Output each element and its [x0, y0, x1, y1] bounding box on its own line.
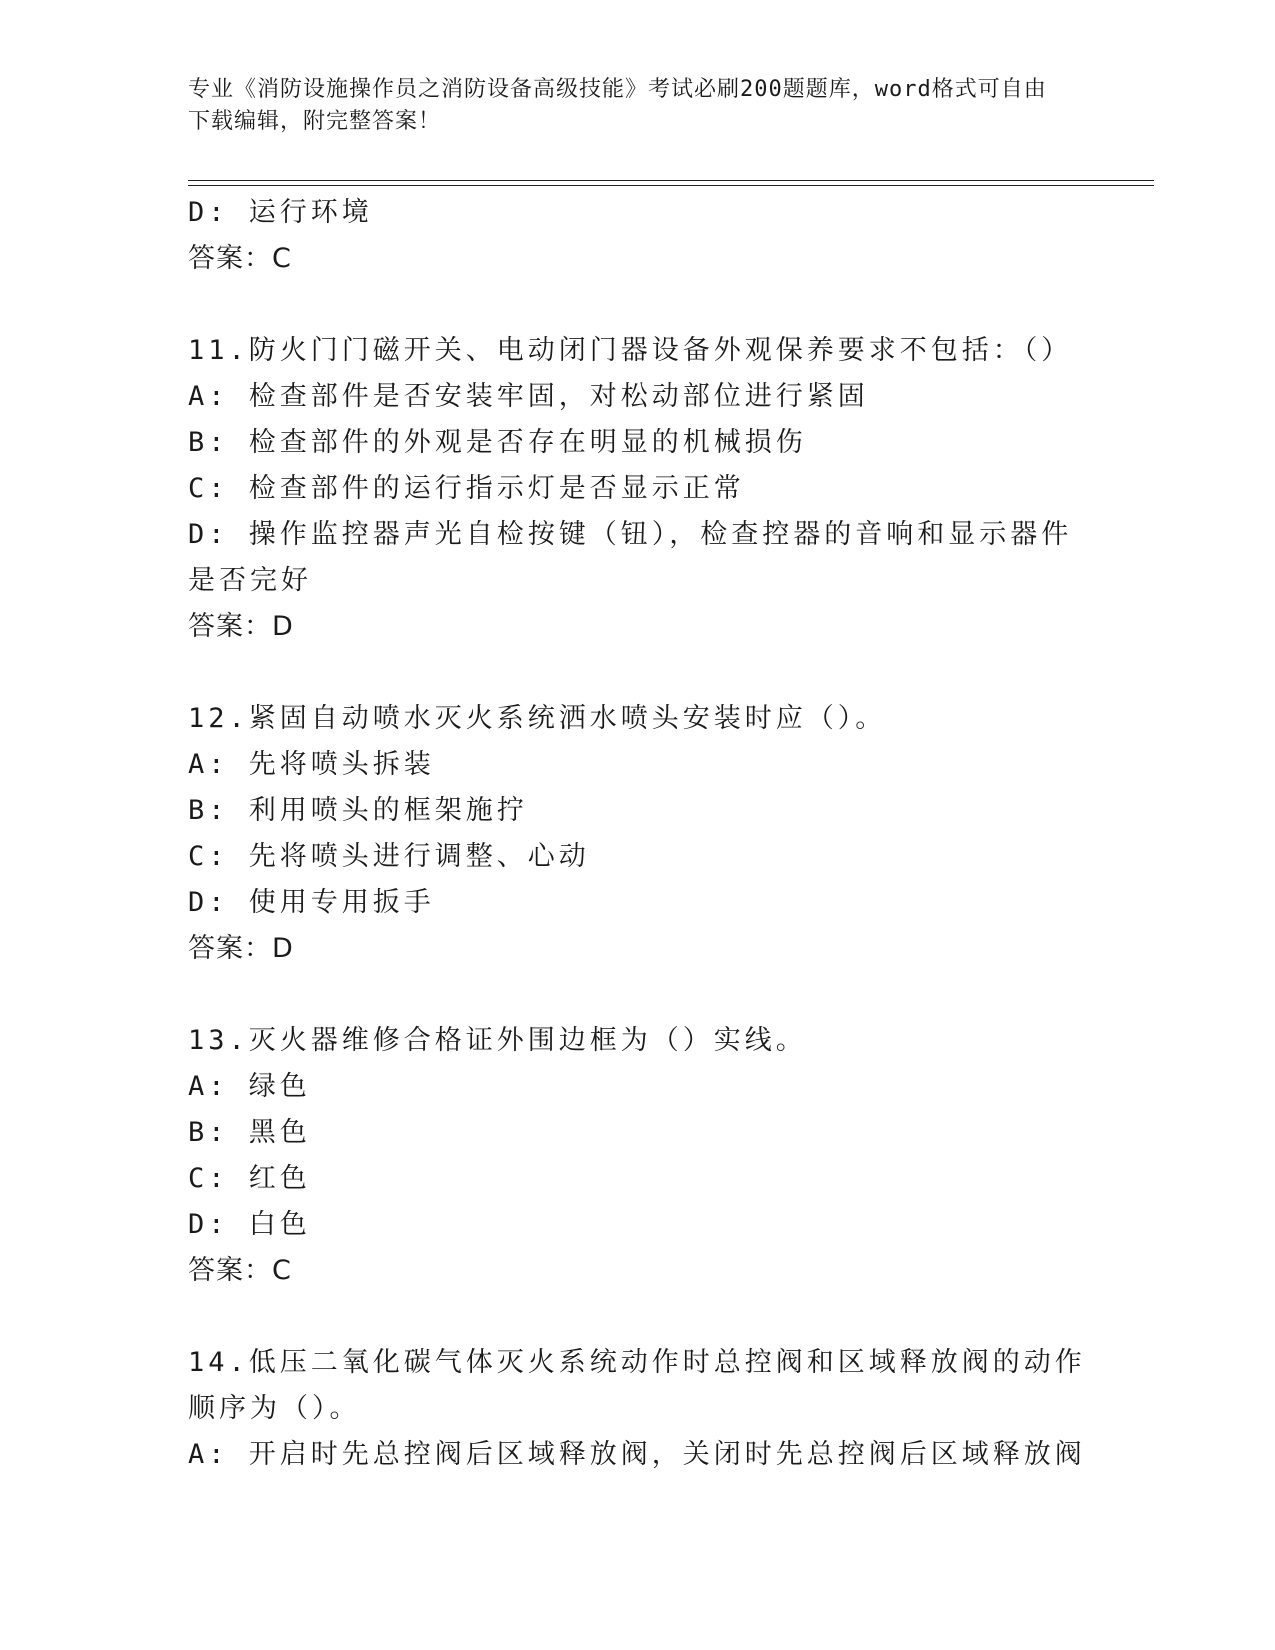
option-d: D: 白色 [188, 1209, 311, 1240]
answer-line: 答案：D [188, 611, 294, 642]
option-c: C: 先将喷头进行调整、心动 [188, 841, 590, 872]
question-content [188, 190, 1088, 1478]
answer-line: 答案：C [188, 243, 292, 274]
page-header: 专业《消防设施操作员之消防设备高级技能》考试必刷200题题库，word格式可自由下载编辑，附完整答案！ [188, 77, 1047, 134]
question-14 [188, 1340, 1088, 1478]
option-a: A: 绿色 [188, 1071, 311, 1102]
question-stem: 14.低压二氧化碳气体灭火系统动作时总控阀和区域释放阀的动作顺序为（）。 [188, 1347, 1086, 1424]
question-11 [188, 328, 1088, 650]
question-stem: 13.灭火器维修合格证外围边框为（）实线。 [188, 1025, 807, 1056]
option-d: D: 使用专用扳手 [188, 887, 435, 918]
answer-line: 答案：C [188, 1255, 292, 1286]
option-b: B: 利用喷头的框架施拧 [188, 795, 528, 826]
spacer [188, 1294, 1088, 1340]
spacer [188, 650, 1088, 696]
option-a: A: 检查部件是否安装牢固，对松动部位进行紧固 [188, 381, 869, 412]
option-b: B: 黑色 [188, 1117, 311, 1148]
option-c: C: 红色 [188, 1163, 311, 1194]
header-divider-top [188, 180, 1154, 181]
option-a: A: 开启时先总控阀后区域释放阀，关闭时先总控阀后区域释放阀 [188, 1439, 1086, 1470]
question-stem: 11.防火门门磁开关、电动闭门器设备外观保养要求不包括：（） [188, 335, 1073, 366]
question-12 [188, 696, 1088, 972]
option-b: B: 检查部件的外观是否存在明显的机械损伤 [188, 427, 807, 458]
answer-line: 答案：D [188, 933, 294, 964]
question-stem: 12.紧固自动喷水灭火系统洒水喷头安装时应（）。 [188, 703, 887, 734]
header-divider-bottom [188, 185, 1154, 186]
spacer [188, 282, 1088, 328]
option-c: C: 检查部件的运行指示灯是否显示正常 [188, 473, 745, 504]
question-13 [188, 1018, 1088, 1294]
option-d: D: 运行环境 [188, 197, 373, 228]
option-a: A: 先将喷头拆装 [188, 749, 435, 780]
option-d: D: 操作监控器声光自检按键（钮），检查控器的音响和显示器件是否完好 [188, 519, 1073, 596]
spacer [188, 972, 1088, 1018]
